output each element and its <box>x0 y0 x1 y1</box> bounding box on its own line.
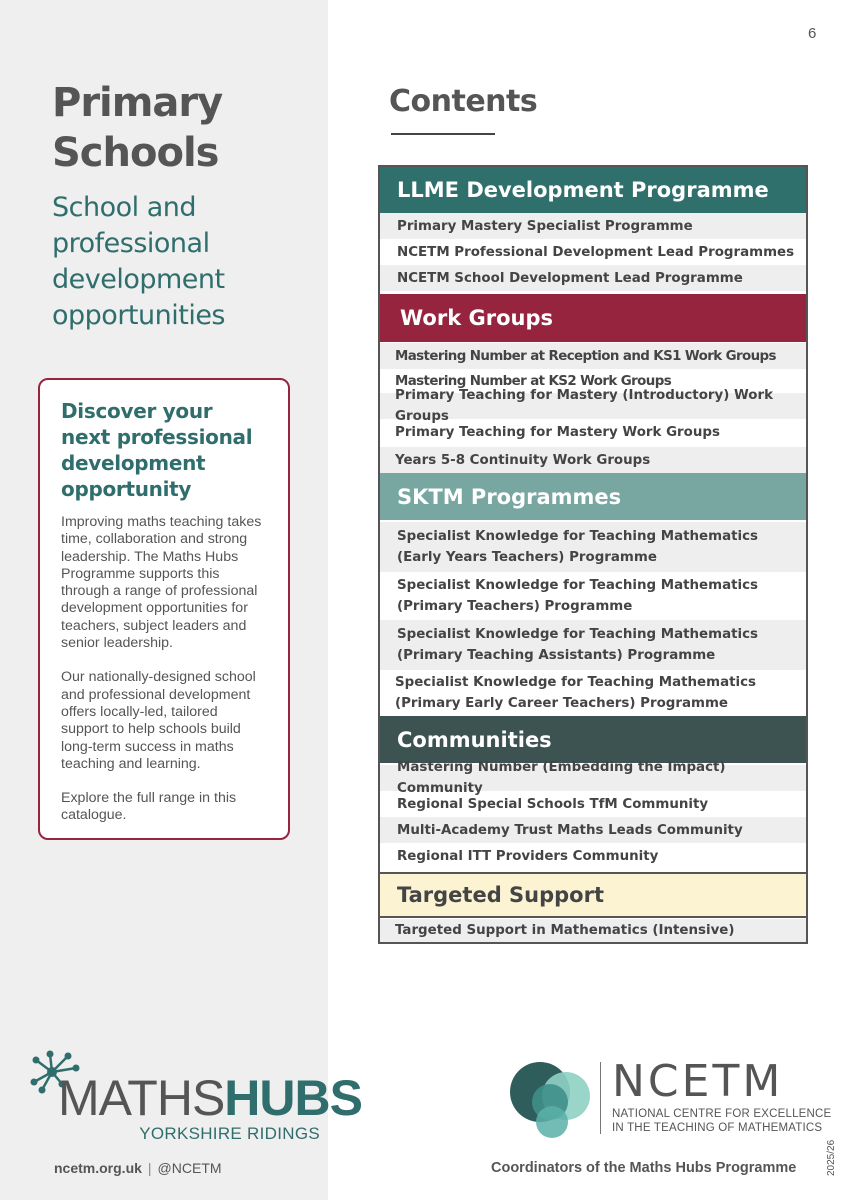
year-tag: 2025/26 <box>826 1139 837 1176</box>
sidebar-footer <box>54 1160 222 1176</box>
toc-item[interactable] <box>380 343 806 369</box>
toc-item[interactable] <box>380 843 806 869</box>
ncetm-circles-icon <box>508 1058 598 1140</box>
toc-item[interactable] <box>380 572 806 620</box>
toc-item-line-1: Specialist Knowledge for Teaching Mathematics <box>397 529 759 544</box>
toc-item-label: Regional Special Schools TfM Community <box>397 796 709 812</box>
toc-item-line-1: Specialist Knowledge for Teaching Mathematics <box>397 627 759 642</box>
toc-item[interactable] <box>380 265 806 291</box>
toc-item-label: Targeted Support in Mathematics (Intensive) <box>395 923 735 938</box>
section-header-targeted-support[interactable] <box>380 872 806 918</box>
logo-maths: MATHS <box>58 1070 225 1126</box>
ncetm-wordmark: NCETM <box>612 1056 784 1107</box>
section-header-communities[interactable] <box>380 716 806 763</box>
toc-item-line-1: Specialist Knowledge for Teaching Mathematics <box>397 578 759 593</box>
toc-item-line-1: Specialist Knowledge for Teaching Mathematics <box>395 675 757 690</box>
contents-table <box>378 165 808 944</box>
ncetm-logo <box>508 1056 832 1140</box>
section-header-work-groups[interactable] <box>380 294 806 342</box>
toc-item-label: Multi-Academy Trust Maths Leads Community <box>397 822 743 838</box>
toc-item-label: NCETM Professional Development Lead Programmes <box>397 244 795 260</box>
toc-item[interactable] <box>380 388 806 424</box>
discover-paragraph-3: Explore the full range in this catalogue. <box>61 790 237 824</box>
hub-region: YORKSHIRE RIDINGS <box>139 1124 320 1143</box>
title-line-1: Primary <box>52 80 223 126</box>
toc-item[interactable] <box>380 791 806 817</box>
section-title: Communities <box>397 727 552 752</box>
ncetm-tagline-2: IN THE TEACHING OF MATHEMATICS <box>612 1122 823 1134</box>
website-link[interactable]: ncetm.org.uk <box>54 1160 142 1176</box>
ncetm-divider <box>600 1062 601 1134</box>
toc-item[interactable] <box>380 239 806 265</box>
toc-item[interactable] <box>380 419 806 445</box>
page-title <box>52 78 222 178</box>
toc-item-label: Years 5-8 Continuity Work Groups <box>395 452 651 468</box>
section-title: LLME Development Programme <box>397 178 769 202</box>
toc-item[interactable] <box>380 919 806 942</box>
toc-item-line-2: (Primary Early Career Teachers) Programme <box>395 696 728 711</box>
toc-item[interactable] <box>380 522 806 572</box>
page-subtitle: School and professional development opportunities <box>52 192 225 331</box>
toc-item-label: Primary Teaching for Mastery (Introductory) Work Groups <box>395 388 774 424</box>
section-header-sktm[interactable] <box>380 473 806 520</box>
toc-item[interactable] <box>380 620 806 670</box>
coordinators-text: Coordinators of the Maths Hubs Programme <box>491 1160 797 1176</box>
toc-item[interactable] <box>380 447 806 473</box>
section-title: SKTM Programmes <box>397 484 622 509</box>
social-handle[interactable]: @NCETM <box>157 1160 222 1176</box>
section-title: Work Groups <box>400 306 553 330</box>
toc-item-label: Mastering Number at KS2 Work Groups <box>395 373 672 389</box>
toc-item-label: Regional ITT Providers Community <box>397 848 659 864</box>
discover-heading: Discover your next professional development opportunity <box>61 399 253 501</box>
toc-item-label: Primary Teaching for Mastery Work Groups <box>395 424 720 440</box>
contents-underline <box>391 133 495 135</box>
page-number: 6 <box>808 25 817 42</box>
contents-title: Contents <box>389 84 538 119</box>
toc-item-label: Mastering Number at Reception and KS1 Work Groups <box>395 348 776 364</box>
maths-hubs-wordmark <box>58 1070 362 1126</box>
toc-item[interactable] <box>380 670 806 716</box>
discover-box <box>38 378 290 840</box>
maths-hubs-logo <box>28 1050 362 1150</box>
toc-item-label: NCETM School Development Lead Programme <box>397 270 743 286</box>
sidebar <box>0 0 362 1200</box>
toc-item[interactable] <box>380 213 806 239</box>
logo-hubs: HUBS <box>224 1070 362 1126</box>
toc-item-line-2: (Primary Teachers) Programme <box>397 599 633 614</box>
toc-item-line-2: (Early Years Teachers) Programme <box>397 550 657 565</box>
toc-item[interactable] <box>380 760 806 796</box>
toc-item-label: Mastering Number (Embedding the Impact) Community <box>397 760 726 796</box>
toc-item[interactable] <box>380 817 806 843</box>
toc-item-line-2: (Primary Teaching Assistants) Programme <box>397 648 716 663</box>
toc-item-label: Primary Mastery Specialist Programme <box>397 218 693 234</box>
footer-separator: | <box>147 1160 152 1176</box>
section-header-llme[interactable] <box>380 167 806 213</box>
ncetm-tagline-1: NATIONAL CENTRE FOR EXCELLENCE <box>612 1108 832 1120</box>
section-title: Targeted Support <box>397 883 605 907</box>
discover-paragraph-2: Our nationally-designed school and professional development offers locally-led, tailored support to help schools build long-term success in maths teaching and learning. <box>61 669 256 772</box>
discover-paragraph-1: Improving maths teaching takes time, collaboration and strong leadership. The Maths Hubs Programme supports this through a range of professional development opportunities for teachers, subject leaders and senior leadership. <box>61 514 262 652</box>
title-line-2: Schools <box>52 130 219 176</box>
